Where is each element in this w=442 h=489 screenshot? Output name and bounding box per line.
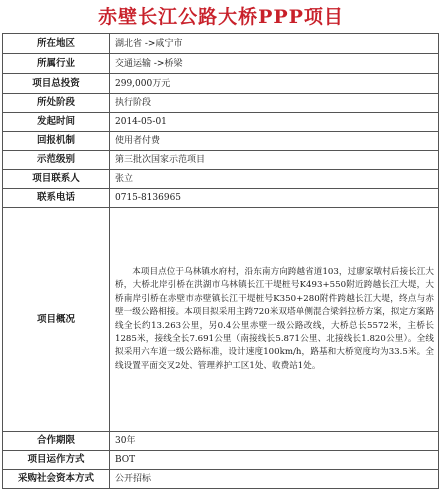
term-label: 合作期限 (3, 432, 110, 451)
table-row (3, 34, 439, 54)
table-row (3, 451, 439, 470)
launch-date-value: 2014-05-01 (110, 113, 439, 132)
table-row (3, 170, 439, 189)
term-value: 30年 (110, 432, 439, 451)
table-row (3, 470, 439, 489)
total-investment-label: 项目总投资 (3, 74, 110, 94)
return-mechanism-value: 使用者付费 (110, 132, 439, 151)
operation-mode-value: BOT (110, 451, 439, 470)
procurement-value: 公开招标 (110, 470, 439, 489)
contact-person-value: 张立 (110, 170, 439, 189)
return-mechanism-label: 回报机制 (3, 132, 110, 151)
total-investment-value: 299,000万元 (110, 74, 439, 94)
contact-person-label: 项目联系人 (3, 170, 110, 189)
industry-value: 交通运输 ->桥梁 (110, 54, 439, 74)
table-row (3, 151, 439, 170)
operation-mode-label: 项目运作方式 (3, 451, 110, 470)
industry-label: 所属行业 (3, 54, 110, 74)
region-label: 所在地区 (3, 34, 110, 54)
demo-level-label: 示范级别 (3, 151, 110, 170)
phone-value: 0715-8136965 (110, 189, 439, 208)
page-title: 赤壁长江公路大桥PPP项目 (98, 6, 344, 28)
procurement-label: 采购社会资本方式 (3, 470, 110, 489)
phone-label: 联系电话 (3, 189, 110, 208)
table-row (3, 113, 439, 132)
table-row (3, 74, 439, 94)
overview-text: 本项目点位于乌林镇水府村，沿东南方向跨越省道103，过廖家墩村后接长江大桥，大桥北岸引桥在洪湖市乌林镇长江干堤桩号K493+550附近跨越长江大堤，大桥南岸引桥在赤壁市赤壁镇长江干堤桩号K350+280附件跨越长江大堤，终点与赤壁一级公路相接。本项目拟采用主跨720米双塔单侧混合梁斜拉桥方案，拟定方案路线全长约13.263公里，另0.4公里赤壁一级公路改线，大桥总长5572米，主桥长1285米，接线全长7.691公里（南接线长5.871公里、北接线长1.820公里）。全线拟采用六车道一级公路标准，设计速度100km/h，路基和大桥宽度均为33.5米。全线设置平面交叉2处、管理养护工区1处、收费站1处。 (110, 208, 439, 432)
stage-label: 所处阶段 (3, 94, 110, 113)
table-row (3, 132, 439, 151)
region-value: 湖北省 ->咸宁市 (110, 34, 439, 54)
stage-value: 执行阶段 (110, 94, 439, 113)
overview-label: 项目概况 (3, 208, 110, 432)
project-info-table (2, 33, 439, 489)
demo-level-value: 第三批次国家示范项目 (110, 151, 439, 170)
table-row (3, 189, 439, 208)
table-row (3, 94, 439, 113)
table-row (3, 54, 439, 74)
table-row (3, 432, 439, 451)
launch-date-label: 发起时间 (3, 113, 110, 132)
table-row (3, 208, 439, 432)
